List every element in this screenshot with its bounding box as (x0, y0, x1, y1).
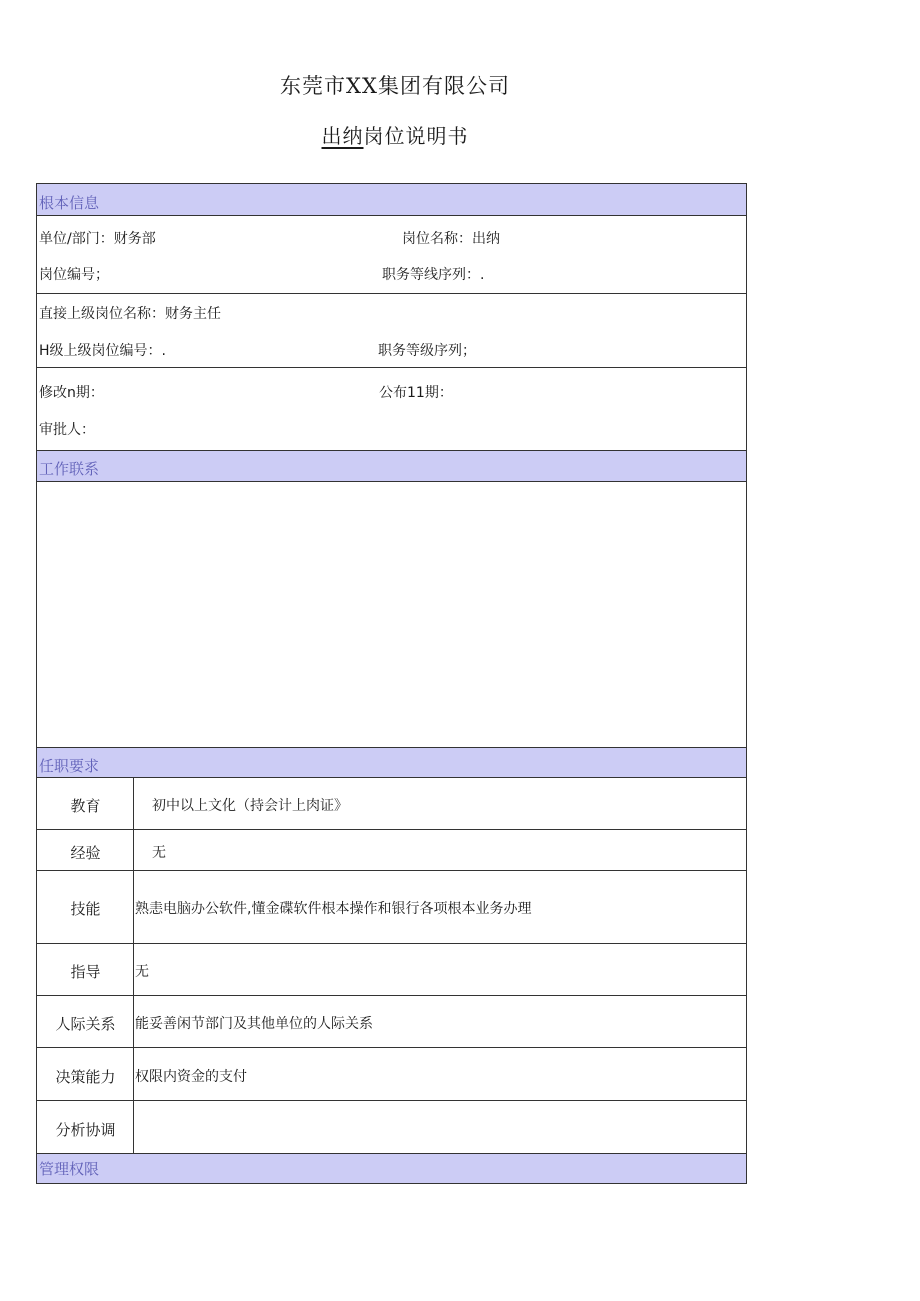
unit-department: 单位/部门：财务部 (39, 231, 156, 247)
requirement-label: 人际关系 (55, 1015, 116, 1033)
published-date: 公布11期： (379, 385, 453, 401)
job-description-form (36, 183, 747, 1184)
requirement-label: 经验 (70, 844, 101, 862)
superior-position-code: H级上级岗位编号：. (39, 343, 166, 359)
section-basic-info-title: 根本信息 (39, 194, 100, 212)
document-title-underlined: 出纳 (321, 124, 364, 148)
requirement-value: 能妥善闲节部门及其他单位的人际关系 (135, 1016, 373, 1032)
requirement-value: 无 (152, 845, 166, 861)
revised-date: 修改n期： (39, 385, 104, 401)
superior-grade-sequence: 职务等级序列； (378, 343, 476, 359)
requirement-row (37, 871, 746, 944)
section-management-title: 管理权限 (39, 1160, 100, 1178)
requirement-value: 权限内资金的支付 (135, 1069, 247, 1085)
requirement-row (37, 944, 746, 996)
section-work-relations (37, 450, 746, 482)
requirement-row (37, 996, 746, 1048)
document-title-rest: 岗位说明书 (363, 124, 469, 148)
approver: 审批人： (39, 422, 95, 438)
requirement-value: 初中以上文化（持会计上肉证》 (152, 798, 348, 814)
section-management (37, 1153, 746, 1183)
position-code: 岗位编号； (39, 267, 109, 283)
section-basic-info (37, 184, 746, 216)
requirement-label: 分析协调 (55, 1121, 116, 1139)
requirement-value: 熟恚电脑办公软件,懂金碟软件根本操作和银行各项根本业务办理 (135, 901, 532, 917)
requirement-value: 无 (135, 964, 149, 980)
requirement-label: 指导 (70, 963, 101, 981)
grade-sequence: 职务等线序列：. (382, 267, 485, 283)
requirement-label: 技能 (70, 900, 101, 918)
section-requirements-title: 任职要求 (39, 757, 100, 775)
divider (37, 367, 746, 368)
superior-position-name: 直接上级岗位名称：财务主任 (39, 306, 221, 322)
requirement-row (37, 830, 746, 871)
requirement-row (37, 778, 746, 830)
position-name: 岗位名称：出纳 (402, 231, 500, 247)
requirement-row (37, 1048, 746, 1101)
requirement-label: 教育 (70, 797, 101, 815)
requirement-row (37, 1101, 746, 1153)
work-relations-content (37, 482, 746, 747)
company-name: 东莞市XX集团有限公司 (280, 74, 510, 98)
divider (37, 293, 746, 294)
document-title (0, 120, 790, 149)
section-requirements (37, 747, 746, 778)
section-work-relations-title: 工作联系 (39, 460, 100, 478)
requirement-label: 决策能力 (55, 1068, 116, 1086)
